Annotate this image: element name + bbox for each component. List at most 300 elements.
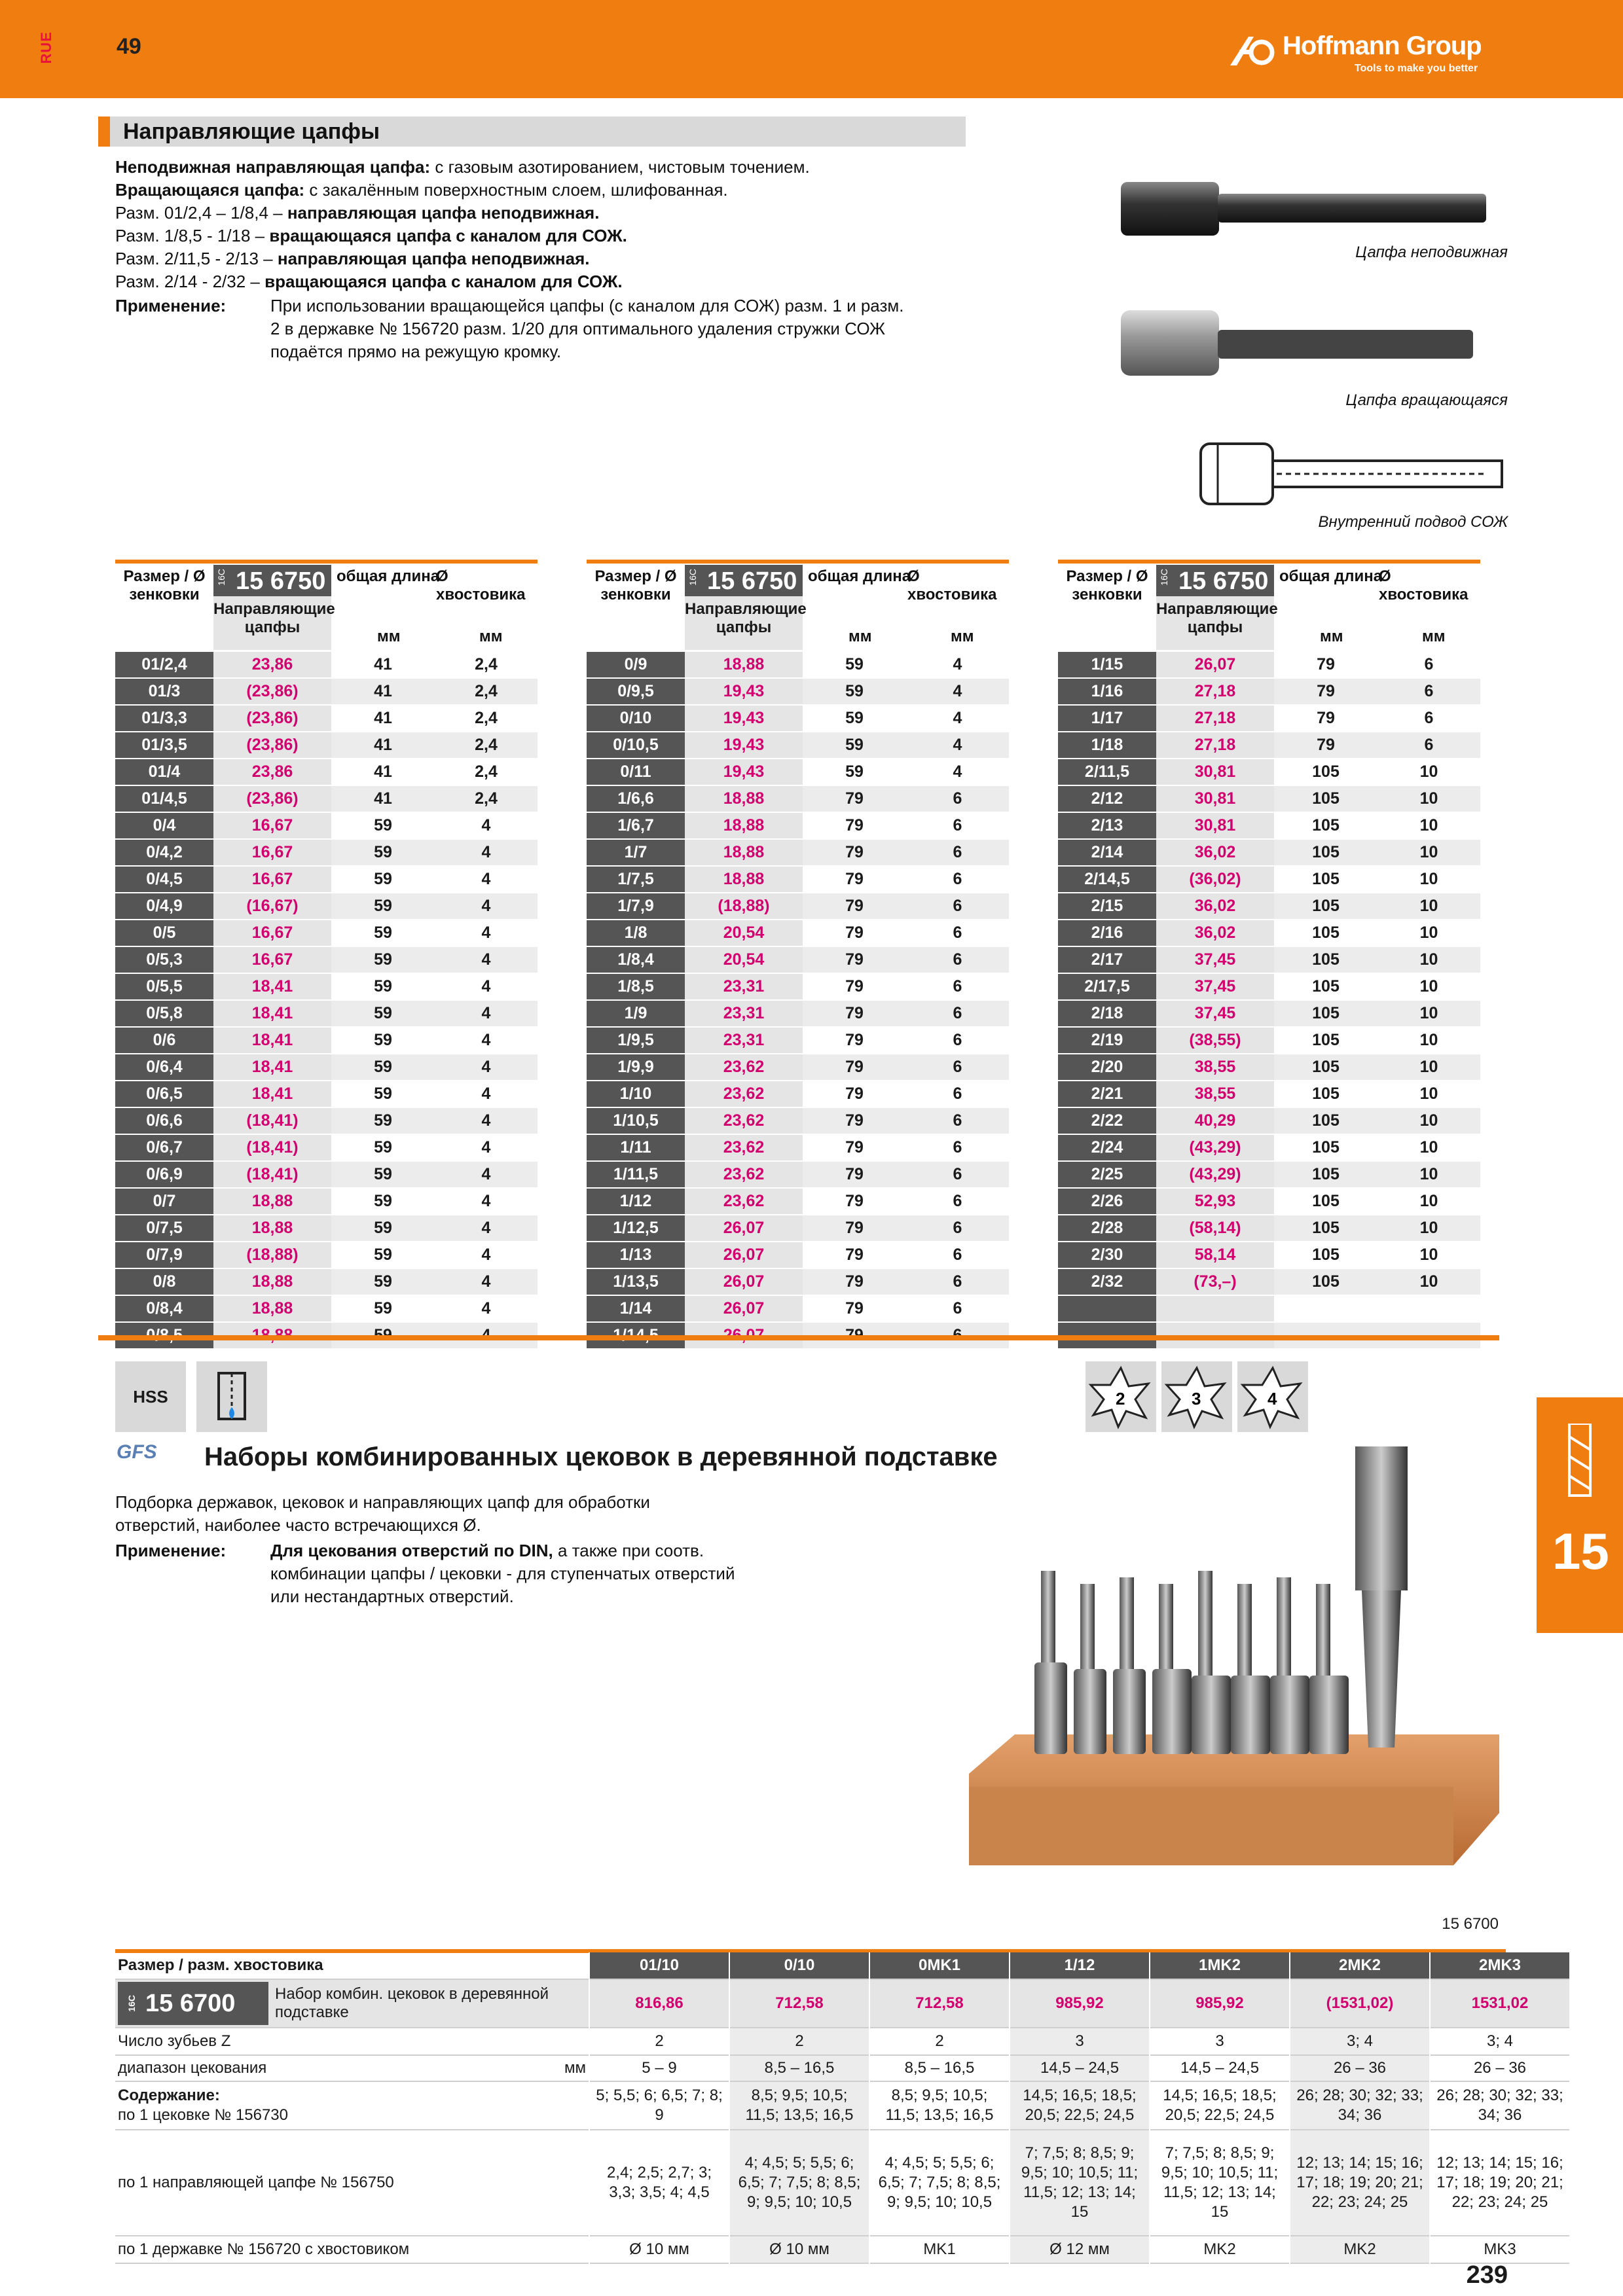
price-cell: (18,41) [213,1134,331,1161]
length-cell: 59 [331,893,435,920]
usage-text: При использовании вращающейся цапфы (с каналом для СОЖ) разм. 1 и разм. 2 в державке № 156720 разм. 1/20 для оптимального удаления стружки СОЖ подаётся прямо на режущую кромку. [270,296,904,361]
table-row [115,946,538,973]
size-cell: 2/12 [1058,785,1156,812]
shank-cell: 4 [435,1215,538,1242]
shank-cell: 2,4 [435,705,538,732]
set-cell: 26; 28; 30; 32; 33; 34; 36 [1290,2081,1430,2130]
table-row [587,678,1009,705]
set-cell: 816,86 [589,1979,729,2028]
length-cell: 105 [1274,1161,1377,1188]
size-cell: 1/8,5 [587,973,685,1000]
article-code: 15 6750 [236,567,326,595]
length-cell: 79 [803,893,906,920]
price-cell: 23,86 [213,652,331,678]
set-cell: 7; 7,5; 8; 8,5; 9; 9,5; 10; 10,5; 11; 11,5; 12; 13; 14; 15 [1150,2130,1290,2236]
set-cell: 26 – 36 [1290,2055,1430,2081]
set-cell: Ø 10 мм [589,2236,729,2263]
table-row [587,1134,1009,1161]
table-row [1058,785,1480,812]
shank-cell: 4 [435,1242,538,1268]
shank-cell: 6 [906,1134,1009,1161]
table-row [115,1188,538,1215]
size-cell: 2/28 [1058,1215,1156,1242]
table-row [1058,1242,1480,1268]
size-cell: 0/5 [115,920,213,946]
table-row [115,678,538,705]
set-cell: 1/12 [1010,1952,1150,1979]
set-cell: 2 [589,2028,729,2055]
price-cell: 38,55 [1156,1081,1274,1107]
shank-cell: 2,4 [435,785,538,812]
table-row [587,1027,1009,1054]
shank-cell: 4 [435,812,538,839]
size-cell: 2/18 [1058,1000,1156,1027]
price-cell: (23,86) [213,678,331,705]
length-cell: 41 [331,759,435,785]
length-cell: 79 [803,1215,906,1242]
table-row [1058,946,1480,973]
table-row [587,1054,1009,1081]
set-cell: 1531,02 [1430,1979,1569,2028]
price-cell: 16,67 [213,920,331,946]
size-cell [1058,1295,1156,1322]
table-row [587,973,1009,1000]
table-header: Размер / Ø зенковки 16C 15 6750 Направляющие цапфы общая длина Ø хвостовика мм мм [115,565,538,650]
col-length-label: общая длина [808,567,911,585]
caption-coolant: Внутренний подвод СОЖ [1318,513,1508,531]
hss-badge: HSS [115,1361,186,1432]
rotating-pilot-image [1120,308,1473,380]
table-row [587,946,1009,973]
set-cell: 985,92 [1150,1979,1290,2028]
shank-cell: 10 [1377,1215,1480,1242]
price-cell: (43,29) [1156,1134,1274,1161]
length-cell: 59 [331,1295,435,1322]
table-row [1058,866,1480,893]
col-shank-label: Ø хвостовика [907,567,997,603]
set-cell: 8,5; 9,5; 10,5; 11,5; 13,5; 16,5 [729,2081,869,2130]
price-cell: 18,88 [685,839,803,866]
size-cell: 0/8 [115,1268,213,1295]
col-length-label: общая длина [1279,567,1383,585]
set-cell: 985,92 [1010,1979,1150,2028]
set-cell: 14,5; 16,5; 18,5; 20,5; 22,5; 24,5 [1010,2081,1150,2130]
set-cell: MK2 [1150,2236,1290,2263]
price-cell: 19,43 [685,678,803,705]
size-cell: 0/5,5 [115,973,213,1000]
set-cell: 7; 7,5; 8; 8,5; 9; 9,5; 10; 10,5; 11; 11,5; 12; 13; 14; 15 [1010,2130,1150,2236]
table-row [587,1188,1009,1215]
pilot-table-2 [587,652,1009,1350]
set-cell: 3 [1010,2028,1150,2055]
length-cell: 41 [331,705,435,732]
price-cell: 23,62 [685,1081,803,1107]
length-cell: 105 [1274,785,1377,812]
shank-cell: 10 [1377,812,1480,839]
price-cell: (36,02) [1156,866,1274,893]
shank-cell: 6 [906,1027,1009,1054]
section-title: Направляющие цапфы [123,119,380,144]
set-cell: 2MK3 [1430,1952,1569,1979]
length-cell: 105 [1274,1081,1377,1107]
length-cell: 79 [803,1268,906,1295]
svg-text:2: 2 [1116,1389,1125,1408]
price-cell: (23,86) [213,705,331,732]
set-cell: 3; 4 [1430,2028,1569,2055]
shank-cell: 2,4 [435,759,538,785]
shank-cell: 4 [435,1054,538,1081]
shank-cell: 4 [906,732,1009,759]
table-row [1058,1027,1480,1054]
table-row: по 1 державке № 156720 с хвостовиком Ø 10 мм Ø 10 мм MK1 Ø 12 мм MK2 MK2 MK3 [115,2236,1569,2263]
set-cell: 5 – 9 [589,2055,729,2081]
section-description [115,156,810,293]
size-cell: 01/2,4 [115,652,213,678]
length-cell: 79 [803,866,906,893]
size-cell: 1/8 [587,920,685,946]
size-cell: 2/32 [1058,1268,1156,1295]
pilot-table-3 [1058,652,1480,1350]
length-cell: 79 [803,1000,906,1027]
set-cell: 5; 5,5; 6; 6,5; 7; 8; 9 [589,2081,729,2130]
table-row [587,1268,1009,1295]
set-usage-text: Для цекования отверстий по DIN, а также при соотв. комбинации цапфы / цековки - для ступенчатых отверстий или нестандартных отверстий. [270,1541,735,1606]
set-cell: 8,5 – 16,5 [869,2055,1010,2081]
length-cell: 59 [331,812,435,839]
length-cell: 105 [1274,946,1377,973]
length-cell: 105 [1274,1134,1377,1161]
shank-cell: 6 [906,1054,1009,1081]
shank-cell: 10 [1377,1268,1480,1295]
size-cell: 1/11 [587,1134,685,1161]
pilot-table-1 [115,652,538,1350]
shank-cell: 6 [906,1242,1009,1268]
size-cell: 0/4,5 [115,866,213,893]
price-cell [1156,1295,1274,1322]
set-cell: MK3 [1430,2236,1569,2263]
length-cell: 105 [1274,839,1377,866]
size-cell: 2/20 [1058,1054,1156,1081]
length-cell: 59 [331,1188,435,1215]
table-row [587,812,1009,839]
length-cell: 105 [1274,893,1377,920]
table-row [587,1000,1009,1027]
set-cell: 2 [729,2028,869,2055]
desc-line-3: Разм. 01/2,4 – 1/8,4 – направляющая цапфа неподвижная. [115,203,600,223]
length-cell: 59 [331,1268,435,1295]
set-title: Наборы комбинированных цековок в деревянной подставке [204,1443,998,1471]
price-cell: 37,45 [1156,973,1274,1000]
length-cell: 59 [803,652,906,678]
shank-cell: 6 [1377,732,1480,759]
length-cell: 79 [1274,652,1377,678]
set-cell: 0MK1 [869,1952,1010,1979]
table-row: Число зубьев Z 2 2 2 3 3 3; 4 3; 4 [115,2028,1569,2055]
caption-rotating: Цапфа вращающаяся [1345,391,1508,409]
table-row [1058,812,1480,839]
set-cell: 4; 4,5; 5; 5,5; 6; 6,5; 7; 7,5; 8; 8,5; 9; 9,5; 10; 10,5 [869,2130,1010,2236]
table-row [115,732,538,759]
price-cell: (18,41) [213,1161,331,1188]
size-cell: 2/17 [1058,946,1156,973]
price-cell: 18,41 [213,1081,331,1107]
price-cell: 18,88 [213,1295,331,1322]
size-cell: 2/22 [1058,1107,1156,1134]
table-row [587,652,1009,678]
length-cell: 105 [1274,1215,1377,1242]
size-cell: 01/4 [115,759,213,785]
desc-line-5: Разм. 2/11,5 - 2/13 – направляющая цапфа неподвижная. [115,249,590,268]
shank-cell: 4 [906,705,1009,732]
length-cell: 105 [1274,1188,1377,1215]
table-row [115,759,538,785]
length-cell: 105 [1274,759,1377,785]
length-cell: 79 [803,1081,906,1107]
usage-block [115,295,226,317]
table-row: Содержание: по 1 цековке № 156730 5; 5,5; 6; 6,5; 7; 8; 9 8,5; 9,5; 10,5; 11,5; 13,5; 16,5 8,5; 9,5; 10,5; 11,5; 13,5; 16,5 14,5; 16,5; 18,5; 20,5; 22,5; 24,5 14,5; 16,5; 18,5; 20,5; 22,5; 24,5 26; 28; 30; 32; 33; 34; 36 26; 28; 30; 32; 33; 34; 36 [115,2081,1569,2130]
table-row [115,1134,538,1161]
size-cell: 0/11 [587,759,685,785]
shank-cell: 6 [906,866,1009,893]
chapter-tab [1537,1397,1623,1633]
set-cell: 26 – 36 [1430,2055,1569,2081]
price-cell: 26,07 [685,1215,803,1242]
length-cell: 105 [1274,812,1377,839]
shank-cell: 6 [906,946,1009,973]
table-row [587,1081,1009,1107]
size-cell: 2/15 [1058,893,1156,920]
shank-cell: 10 [1377,1000,1480,1027]
length-cell: 79 [803,839,906,866]
table-row [1058,1000,1480,1027]
shank-cell: 10 [1377,893,1480,920]
table-row [1058,1054,1480,1081]
table-header: Размер / Ø зенковки 16C 15 6750 Направляющие цапфы общая длина Ø хвостовика мм мм [1058,565,1480,650]
size-cell: 0/9,5 [587,678,685,705]
price-cell: (43,29) [1156,1161,1274,1188]
set-usage-label: Применение: [115,1541,227,1560]
table-row [1058,920,1480,946]
shank-cell: 10 [1377,1188,1480,1215]
shank-cell: 6 [1377,652,1480,678]
size-cell: 2/25 [1058,1161,1156,1188]
language-code: RUE [38,31,54,64]
length-cell: 79 [803,1188,906,1215]
length-cell: 79 [1274,678,1377,705]
size-cell: 2/24 [1058,1134,1156,1161]
table-row [1058,1268,1480,1295]
brand-tagline: Tools to make you better [1355,63,1478,74]
shank-cell: 4 [435,1134,538,1161]
length-cell: 79 [803,946,906,973]
shank-cell: 2,4 [435,732,538,759]
shank-cell: 6 [906,1188,1009,1215]
length-cell: 59 [331,920,435,946]
size-cell: 1/9,9 [587,1054,685,1081]
length-cell: 79 [803,1242,906,1268]
shank-cell: 10 [1377,1081,1480,1107]
shank-cell: 4 [435,893,538,920]
size-cell: 1/7,5 [587,866,685,893]
table-row [587,705,1009,732]
size-cell: 2/26 [1058,1188,1156,1215]
page-header [0,0,1623,98]
shank-cell: 10 [1377,1161,1480,1188]
shank-cell: 6 [906,893,1009,920]
length-cell: 59 [803,705,906,732]
set-cell: 26; 28; 30; 32; 33; 34; 36 [1430,2081,1569,2130]
shank-cell: 6 [906,1295,1009,1322]
price-cell: 18,88 [685,652,803,678]
set-cell: 14,5 – 24,5 [1150,2055,1290,2081]
size-cell: 0/7 [115,1188,213,1215]
table-row [115,1215,538,1242]
size-cell: 1/16 [1058,678,1156,705]
price-cell: 26,07 [1156,652,1274,678]
table-row: по 1 направляющей цапфе № 156750 2,4; 2,5; 2,7; 3; 3,3; 3,5; 4; 4,5 4; 4,5; 5; 5,5; 6; 6,5; 7; 7,5; 8; 8,5; 9; 9,5; 10; 10,5 4; 4,5; 5; 5,5; 6; 6,5; 7; 7,5; 8; 8,5; 9; 9,5; 10; 10,5 7; 7,5; 8; 8,5; 9; 9,5; 10; 10,5; 11; 11,5; 12; 13; 14; 15 7; 7,5; 8; 8,5; 9; 9,5; 10; 10,5; 11; 11,5; 12; 13; 14; 15 12; 13; 14; 15; 16; 17; 18; 19; 20; 21; 22; 23; 24; 25 12; 13; 14; 15; 16; 17; 18; 19; 20; 21; 22; 23; 24; 25 [115,2130,1569,2236]
size-cell: 1/13 [587,1242,685,1268]
hoffmann-logo-icon [1229,34,1275,67]
length-cell [1274,1295,1377,1322]
size-cell: 01/3,3 [115,705,213,732]
price-cell: (18,88) [685,893,803,920]
shank-cell: 10 [1377,785,1480,812]
price-cell: 16,67 [213,866,331,893]
shank-cell: 6 [906,812,1009,839]
length-cell: 41 [331,785,435,812]
shank-cell: 4 [435,1027,538,1054]
set-cell: 14,5; 16,5; 18,5; 20,5; 22,5; 24,5 [1150,2081,1290,2130]
price-cell: 16,67 [213,839,331,866]
price-cell: 30,81 [1156,759,1274,785]
size-cell: 2/14 [1058,839,1156,866]
set-cell: 712,58 [729,1979,869,2028]
col-size-label: Размер / Ø [594,567,677,585]
shank-cell: 6 [906,785,1009,812]
length-cell: 41 [331,678,435,705]
shank-cell: 10 [1377,973,1480,1000]
brand-name: Hoffmann Group [1283,31,1482,60]
set-cell: 2 [869,2028,1010,2055]
set-cell: 0/10 [729,1952,869,1979]
set-cell: 01/10 [589,1952,729,1979]
price-cell: 26,07 [685,1242,803,1268]
table-row [587,1295,1009,1322]
price-cell: 18,88 [213,1188,331,1215]
size-cell: 0/4,9 [115,893,213,920]
price-cell: 36,02 [1156,839,1274,866]
price-cell: 23,31 [685,973,803,1000]
length-cell: 105 [1274,920,1377,946]
table-row [587,759,1009,785]
length-cell: 59 [331,1215,435,1242]
price-cell: 18,88 [685,812,803,839]
size-cell: 2/14,5 [1058,866,1156,893]
size-cell: 0/4 [115,812,213,839]
size-cell: 0/5,8 [115,1000,213,1027]
price-cell: 18,88 [213,1215,331,1242]
size-cell: 01/3,5 [115,732,213,759]
shank-cell: 10 [1377,920,1480,946]
size-cell: 1/17 [1058,705,1156,732]
fixed-pilot-image [1120,177,1486,242]
set-cell: 12; 13; 14; 15; 16; 17; 18; 19; 20; 21; 22; 23; 24; 25 [1290,2130,1430,2236]
shank-cell: 6 [906,1107,1009,1134]
table-row [115,920,538,946]
counterbore-set-image [962,1407,1525,1905]
page-number: 239 [1466,2261,1508,2289]
length-cell: 59 [331,866,435,893]
svg-text:3: 3 [1192,1389,1201,1408]
price-cell: 23,62 [685,1054,803,1081]
length-cell: 59 [803,759,906,785]
size-cell: 0/10 [587,705,685,732]
shank-cell: 10 [1377,1027,1480,1054]
shank-cell: 6 [906,920,1009,946]
price-cell: (16,67) [213,893,331,920]
shank-cell: 6 [906,1268,1009,1295]
size-cell: 1/6,7 [587,812,685,839]
size-cell: 2/21 [1058,1081,1156,1107]
length-cell: 105 [1274,1242,1377,1268]
shank-cell: 10 [1377,866,1480,893]
size-cell: 2/16 [1058,920,1156,946]
price-cell: 18,88 [685,866,803,893]
table-row [115,652,538,678]
table-row [587,866,1009,893]
length-cell: 59 [331,839,435,866]
price-cell: 20,54 [685,946,803,973]
set-cell: MK1 [869,2236,1010,2263]
table-row [587,1161,1009,1188]
length-cell: 59 [331,1242,435,1268]
shank-cell: 4 [906,652,1009,678]
size-cell: 1/12,5 [587,1215,685,1242]
shank-cell: 4 [906,678,1009,705]
shank-cell: 4 [435,1081,538,1107]
size-cell: 1/9 [587,1000,685,1027]
price-cell: 23,62 [685,1107,803,1134]
price-cell: 26,07 [685,1268,803,1295]
size-cell: 0/4,2 [115,839,213,866]
price-cell: 37,45 [1156,946,1274,973]
table-row [115,1054,538,1081]
table-row [587,1107,1009,1134]
set-cell: (1531,02) [1290,1979,1430,2028]
set-cell: 1MK2 [1150,1952,1290,1979]
shank-cell: 4 [435,839,538,866]
price-cell: (23,86) [213,785,331,812]
price-cell: 27,18 [1156,732,1274,759]
length-cell: 105 [1274,1000,1377,1027]
table-row [587,920,1009,946]
price-cell: 36,02 [1156,920,1274,946]
table-row [115,1107,538,1134]
set-cell: 712,58 [869,1979,1010,2028]
length-cell: 105 [1274,1027,1377,1054]
size-cell: 1/12 [587,1188,685,1215]
price-cell: 19,43 [685,759,803,785]
size-cell: 0/6,9 [115,1161,213,1188]
length-cell: 79 [803,920,906,946]
set-cell: 2MK2 [1290,1952,1430,1979]
length-cell: 59 [331,1134,435,1161]
brand-logo [1224,26,1512,79]
shank-cell: 6 [906,973,1009,1000]
table-row [1058,1188,1480,1215]
price-cell: (23,86) [213,732,331,759]
size-cell: 0/6,6 [115,1107,213,1134]
